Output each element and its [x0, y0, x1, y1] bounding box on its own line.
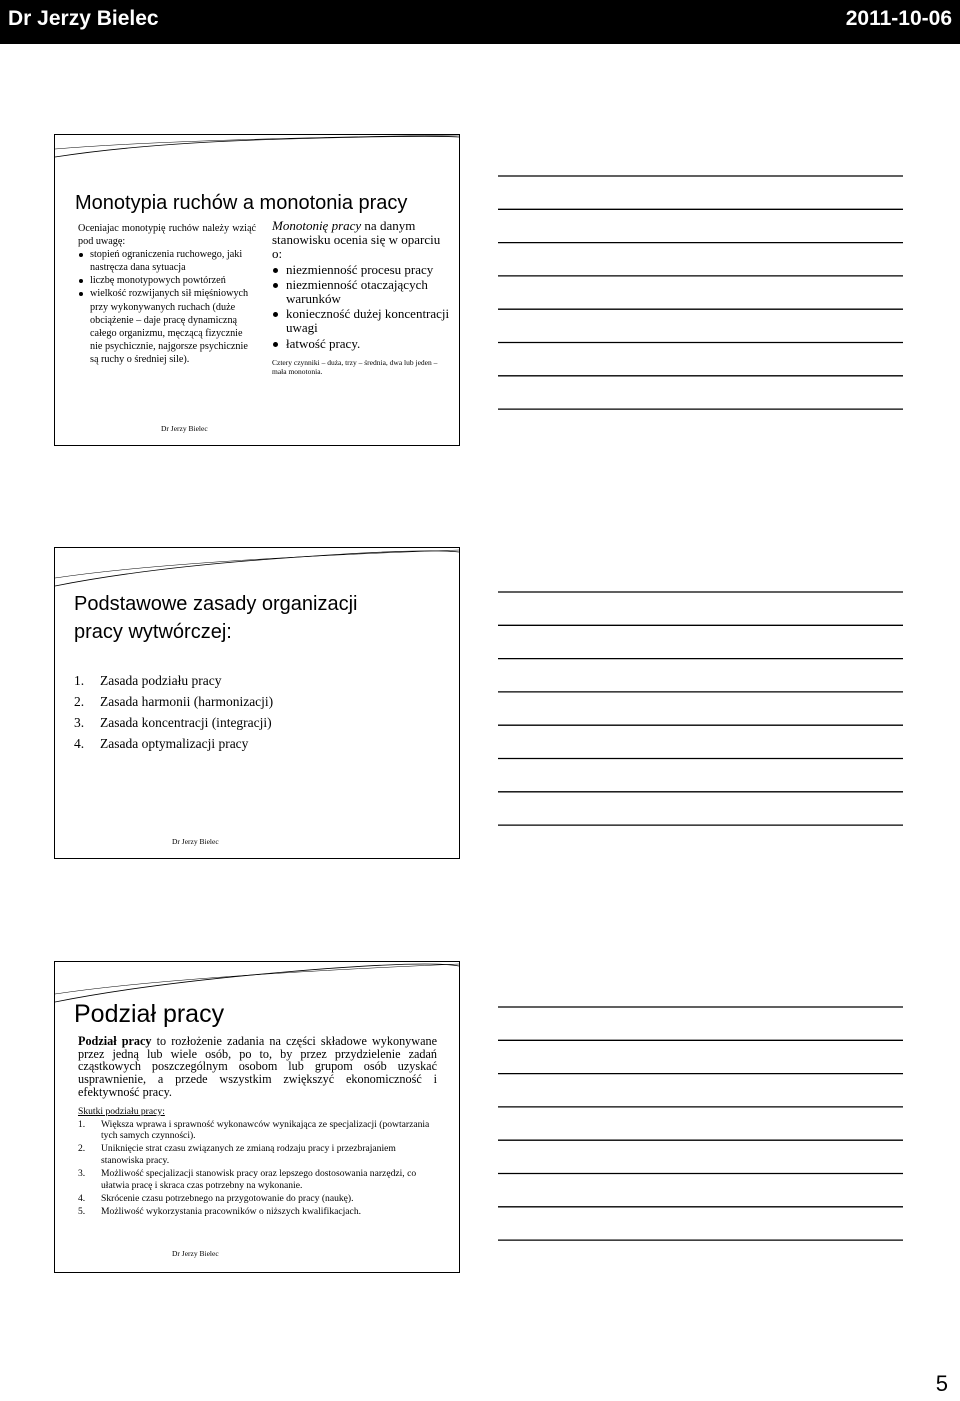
item-number: 4.	[78, 1192, 86, 1204]
item-text: Większa wprawa i sprawność wykonawców wynikająca ze specjalizacji (powtarzania tych samych czynności).	[101, 1118, 430, 1142]
slide-footer: Dr Jerzy Bielec	[172, 1249, 219, 1258]
item-number: 2.	[74, 694, 85, 709]
page-number: 5	[935, 1371, 948, 1396]
left-intro: Oceniajac monotypię ruchów należy wziąć pod uwagę:	[78, 223, 256, 248]
effects-heading: Skutki podziału pracy:	[78, 1106, 165, 1117]
list-item: liczbę monotypowych powtórzeń	[78, 274, 256, 287]
item-number: 4.	[74, 736, 85, 751]
header-author: Dr Jerzy Bielec	[8, 7, 159, 30]
list-item: stopień ograniczenia ruchowego, jaki nastręcza dana sytuacja	[78, 248, 256, 274]
definition-term: Podział pracy	[78, 1034, 152, 1048]
item-number: 1.	[78, 1118, 86, 1130]
item-text: Uniknięcie strat czasu związanych ze zmianą rodzaju pracy i przezbrajaniem stanowiska pracy.	[101, 1143, 396, 1166]
item-number: 3.	[78, 1167, 86, 1179]
list-item: konieczność dużej koncentracji uwagi	[272, 307, 450, 335]
monotony-note: Cztery czynniki – duża, trzy – średnia, dwa lub jeden – mała monotonia.	[272, 357, 438, 376]
item-text: Możliwość specjalizacji stanowisk pracy oraz lepszego dostosowania narzędzi, co ułatwia pracę i skraca czas potrzebny na wykonanie.	[101, 1167, 417, 1191]
item-number: 2.	[78, 1143, 86, 1155]
item-number: 1.	[74, 673, 85, 688]
slide-title: Podział pracy	[74, 1000, 225, 1028]
item-text: Zasada koncentracji (integracji)	[100, 715, 272, 730]
item-text: Zasada podziału pracy	[100, 673, 222, 688]
definition-text: to rozłożenie zadania na części składowe wykonywane przez jedną lub wiele osób, po to, by przez przydzielenie zadań cząstkowych poszczególnym osobom lub grupom osób uzyskać usprawnienie, a przede wszystkim zwiększyć ekonomiczność i efektywność pracy.	[78, 1034, 437, 1099]
item-number: 5.	[78, 1205, 86, 1217]
slide-footer: Dr Jerzy Bielec	[161, 424, 208, 433]
list-item: niezmienność otaczających warunków	[272, 278, 450, 306]
list-item: łatwość pracy.	[272, 337, 450, 351]
item-text: Możliwość wykorzystania pracowników o niższych kwalifikacjach.	[101, 1205, 362, 1217]
item-text: Zasada harmonii (harmonizacji)	[100, 694, 274, 709]
item-text: Skrócenie czasu potrzebnego na przygotowanie do pracy (naukę).	[101, 1192, 354, 1204]
list-item: niezmienność procesu pracy	[272, 263, 450, 277]
right-intro-italic: Monotonię pracy	[272, 218, 362, 233]
item-text: Zasada optymalizacji pracy	[100, 736, 249, 751]
slide-footer: Dr Jerzy Bielec	[172, 837, 219, 846]
slide-title-line: Podstawowe zasady organizacji	[74, 593, 358, 615]
right-intro-rest: na danym stanowisku ocenia się w oparciu o:	[272, 218, 441, 262]
header-date: 2011-10-06	[845, 7, 952, 30]
slide-title: Monotypia ruchów a monotonia pracy	[75, 192, 408, 214]
list-item: wielkość rozwijanych sił mięśniowych przy wykonywanych ruchach (duże obciążenie – daje pracę dynamiczną całego organizmu, męczącą fizycznie nie psychicznie, najgorsze psychicznie są ruchy o średniej sile).	[78, 287, 256, 366]
item-number: 3.	[74, 715, 85, 730]
slide-title-line: pracy wytwórczej:	[74, 621, 232, 643]
